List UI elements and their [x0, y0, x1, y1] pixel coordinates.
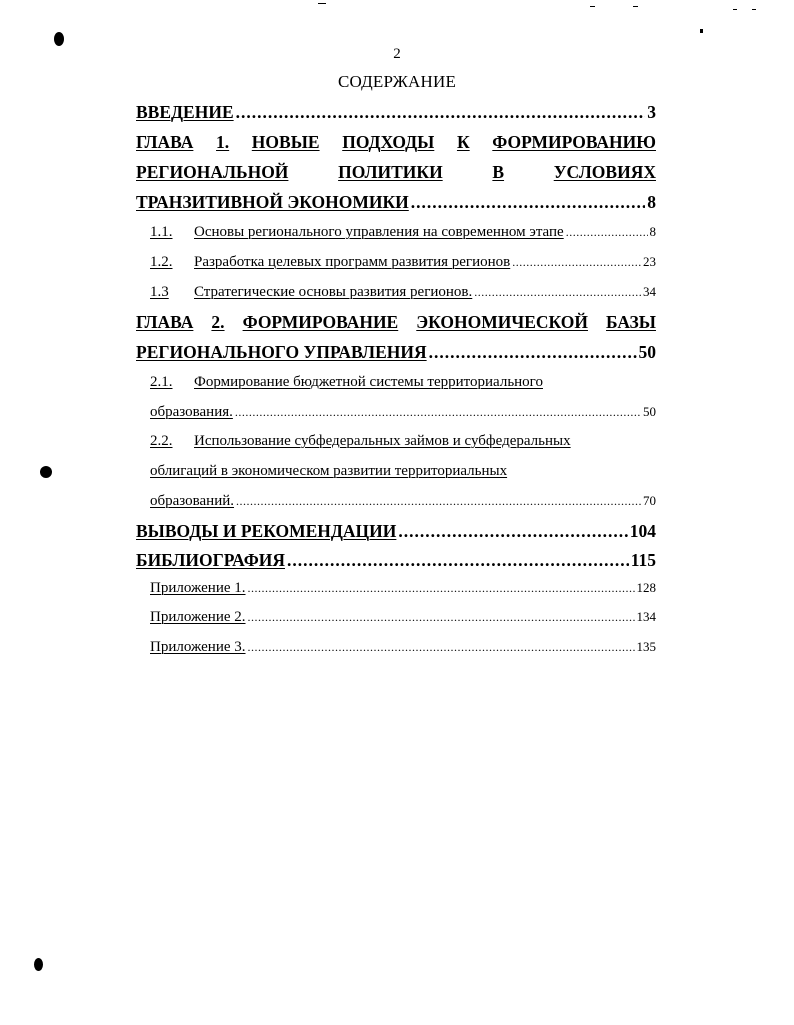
- section-number: 2.1.: [150, 374, 173, 390]
- word: ГЛАВА: [136, 312, 194, 332]
- section-label: образований.: [150, 493, 235, 509]
- page-number: 2: [393, 46, 401, 62]
- scan-mark: [34, 958, 43, 971]
- toc-entry-page: 3: [647, 102, 656, 122]
- toc-section-1-2[interactable]: [150, 254, 656, 271]
- section-label: Использование субфедеральных займов и субфедеральных: [194, 433, 571, 449]
- scan-speck: [752, 9, 756, 10]
- toc-chapter2-line2[interactable]: [136, 342, 656, 363]
- section-page: 23: [643, 254, 656, 269]
- section-label: образования.: [150, 404, 233, 420]
- toc-appendix-2[interactable]: [150, 609, 656, 626]
- word: ФОРМИРОВАНИЕ: [242, 312, 399, 332]
- section-number: 1.3: [150, 284, 169, 300]
- leader-dots: [236, 102, 646, 123]
- toc-entry-page: 50: [638, 342, 656, 362]
- word: 1.: [216, 132, 230, 152]
- leader-dots: [248, 639, 635, 656]
- toc-section-2-2[interactable]: [150, 433, 656, 450]
- toc-section-2-1-cont[interactable]: [150, 404, 656, 421]
- appendix-label: Приложение 2.: [150, 609, 246, 625]
- toc-heading: СОДЕРЖАНИЕ: [337, 72, 457, 91]
- appendix-label: Приложение 1.: [150, 580, 246, 596]
- section-number: 1.1.: [150, 224, 173, 240]
- section-label: Формирование бюджетной системы территориального: [194, 374, 543, 390]
- word: 2.: [211, 312, 225, 332]
- toc-entry-label: БИБЛИОГРАФИЯ: [136, 550, 285, 570]
- toc-section-2-1[interactable]: [150, 374, 656, 391]
- leader-dots: [248, 609, 635, 626]
- appendix-page: 134: [636, 609, 656, 624]
- toc-section-1-3[interactable]: [150, 284, 656, 301]
- word: РЕГИОНАЛЬНОЙ: [136, 162, 289, 182]
- scan-speck: [700, 29, 703, 33]
- leader-dots: [235, 404, 641, 421]
- toc-section-2-2-cont2[interactable]: [150, 493, 656, 510]
- toc-chapter2-line1[interactable]: [136, 312, 656, 333]
- scan-mark: [40, 466, 52, 478]
- toc-chapter1-line1[interactable]: [136, 132, 656, 153]
- word: ПОДХОДЫ: [342, 132, 435, 152]
- word: К: [456, 132, 470, 152]
- leader-dots: [398, 521, 627, 542]
- leader-dots: [236, 493, 641, 510]
- word: ЭКОНОМИЧЕСКОЙ: [416, 312, 588, 332]
- leader-dots: [566, 224, 648, 241]
- leader-dots: [248, 580, 635, 597]
- scan-speck: [733, 9, 737, 10]
- toc-entry-label: ТРАНЗИТИВНОЙ ЭКОНОМИКИ: [136, 192, 409, 212]
- word: УСЛОВИЯХ: [553, 162, 656, 182]
- toc-entry-page: 8: [647, 192, 656, 212]
- leader-dots: [287, 550, 629, 571]
- scan-mark: [54, 32, 64, 46]
- scan-speck: [318, 3, 326, 4]
- toc-entry-intro[interactable]: [136, 102, 656, 123]
- toc-entry-page: 115: [630, 550, 656, 570]
- scan-speck: [590, 6, 595, 7]
- toc-appendix-1[interactable]: [150, 580, 656, 597]
- toc-entry-label: ВЫВОДЫ И РЕКОМЕНДАЦИИ: [136, 521, 397, 541]
- toc-section-1-1[interactable]: [150, 224, 656, 241]
- section-page: 8: [649, 224, 656, 239]
- toc-chapter1-line3[interactable]: [136, 192, 656, 213]
- section-label: Стратегические основы развития регионов.: [194, 284, 473, 300]
- word: НОВЫЕ: [251, 132, 320, 152]
- appendix-page: 128: [636, 580, 656, 595]
- appendix-page: 135: [636, 639, 656, 654]
- leader-dots: [512, 254, 641, 271]
- toc-entry-page: 104: [629, 521, 656, 541]
- leader-dots: [429, 342, 637, 363]
- section-label: облигаций в экономическом развитии территориальных: [150, 463, 508, 479]
- toc-entry-bibliography[interactable]: [136, 550, 656, 571]
- scan-speck: [633, 6, 638, 7]
- leader-dots: [474, 284, 641, 301]
- section-number: 1.2.: [150, 254, 173, 270]
- word: ФОРМИРОВАНИЮ: [492, 132, 656, 152]
- section-label: Основы регионального управления на современном этапе: [194, 224, 564, 240]
- toc-entry-conclusions[interactable]: [136, 521, 656, 542]
- toc-chapter1-line2[interactable]: [136, 162, 656, 183]
- section-page: 70: [643, 493, 656, 508]
- section-page: 50: [643, 404, 656, 419]
- appendix-label: Приложение 3.: [150, 639, 246, 655]
- section-page: 34: [643, 284, 656, 299]
- toc-entry-label: ВВЕДЕНИЕ: [136, 102, 234, 122]
- toc-section-2-2-cont[interactable]: [150, 463, 656, 480]
- section-number: 2.2.: [150, 433, 173, 449]
- section-label: Разработка целевых программ развития регионов: [194, 254, 511, 270]
- toc-entry-label: РЕГИОНАЛЬНОГО УПРАВЛЕНИЯ: [136, 342, 427, 362]
- word: БАЗЫ: [606, 312, 656, 332]
- word: В: [492, 162, 505, 182]
- word: ГЛАВА: [136, 132, 194, 152]
- word: ПОЛИТИКИ: [338, 162, 443, 182]
- leader-dots: [411, 192, 645, 213]
- toc-appendix-3[interactable]: [150, 639, 656, 656]
